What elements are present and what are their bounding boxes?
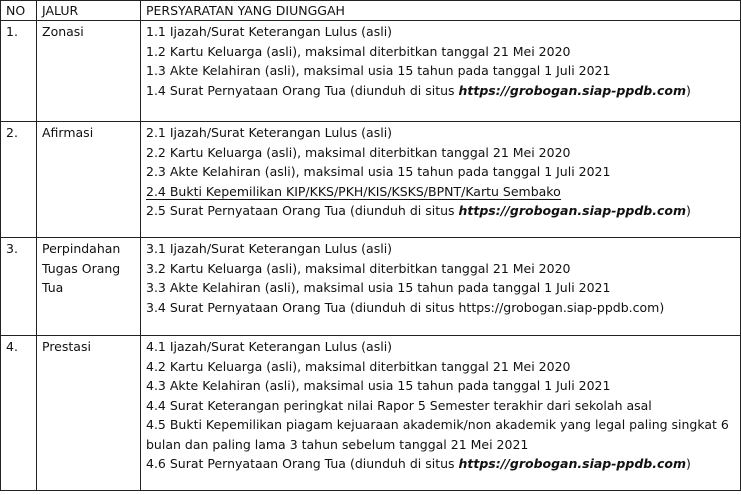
requirement-text: 4.6 Surat Pernyataan Orang Tua (diunduh di situs xyxy=(146,456,459,471)
requirement-suffix: ) xyxy=(686,203,691,218)
jalur-name: Perpindahan Tugas Orang Tua xyxy=(37,238,141,336)
requirement-item: 4.5 Bukti Kepemilikan piagam kejuaraan akademik/non akademik yang legal paling singkat 6 bulan dan paling lama 3 tahun sebelum tanggal 21 Mei 2021 xyxy=(146,417,729,452)
requirements-cell xyxy=(141,122,741,238)
site-url[interactable]: https://grobogan.siap-ppdb.com xyxy=(458,82,686,98)
requirement-item: 2.2 Kartu Keluarga (asli), maksimal diterbitkan tanggal 21 Mei 2020 xyxy=(146,144,571,160)
row-number: 2. xyxy=(1,122,37,238)
requirement-item: 1.2 Kartu Keluarga (asli), maksimal diterbitkan tanggal 21 Mei 2020 xyxy=(146,43,571,59)
table-row xyxy=(1,122,741,238)
jalur-name: Afirmasi xyxy=(37,122,141,238)
site-url[interactable]: https://grobogan.siap-ppdb.com xyxy=(458,456,686,471)
requirements-cell xyxy=(141,238,741,336)
row-number: 4. xyxy=(1,336,37,491)
requirement-item: 2.1 Ijazah/Surat Keterangan Lulus (asli) xyxy=(146,125,393,140)
header-no: NO xyxy=(1,1,37,21)
jalur-name: Prestasi xyxy=(37,336,141,491)
requirement-suffix: ) xyxy=(686,456,691,471)
requirement-item: 1.3 Akte Kelahiran (asli), maksimal usia 15 tahun pada tanggal 1 Juli 2021 xyxy=(146,63,611,78)
table-header-row xyxy=(1,1,741,21)
table-row xyxy=(1,238,741,336)
row-number: 1. xyxy=(1,21,37,122)
requirement-item xyxy=(146,201,736,221)
header-jalur: JALUR xyxy=(37,1,141,21)
requirement-suffix: ) xyxy=(686,82,691,98)
requirement-item: 3.3 Akte Kelahiran (asli), maksimal usia 15 tahun pada tanggal 1 Juli 2021 xyxy=(146,280,611,295)
requirement-item: 4.4 Surat Keterangan peringkat nilai Rapor 5 Semester terakhir dari sekolah asal xyxy=(146,397,652,413)
requirement-item xyxy=(146,454,736,474)
requirement-item: 4.3 Akte Kelahiran (asli), maksimal usia 15 tahun pada tanggal 1 Juli 2021 xyxy=(146,378,611,393)
requirement-item xyxy=(146,182,736,202)
site-url[interactable]: https://grobogan.siap-ppdb.com xyxy=(458,203,686,218)
requirement-text: 1.4 Surat Pernyataan Orang Tua (diunduh di situs xyxy=(146,82,459,98)
requirement-item: 3.2 Kartu Keluarga (asli), maksimal diterbitkan tanggal 21 Mei 2020 xyxy=(146,260,571,276)
requirement-item: 1.1 Ijazah/Surat Keterangan Lulus (asli) xyxy=(146,24,393,39)
requirement-text: 2.5 Surat Pernyataan Orang Tua (diunduh di situs xyxy=(146,203,459,218)
requirement-text: 2.4 Bukti Kepemilikan KIP/KKS/PKH/KIS/KSKS/BPNT/Kartu Sembako xyxy=(146,183,561,199)
requirement-item: 2.3 Akte Kelahiran (asli), maksimal usia 15 tahun pada tanggal 1 Juli 2021 xyxy=(146,164,611,179)
jalur-name: Zonasi xyxy=(37,21,141,122)
requirements-cell xyxy=(141,336,741,491)
requirement-item: 3.4 Surat Pernyataan Orang Tua (diunduh di situs https://grobogan.siap-ppdb.com) xyxy=(146,299,665,315)
table-row xyxy=(1,336,741,491)
requirement-item: 4.2 Kartu Keluarga (asli), maksimal diterbitkan tanggal 21 Mei 2020 xyxy=(146,358,571,374)
requirements-cell xyxy=(141,21,741,122)
requirement-item: 4.1 Ijazah/Surat Keterangan Lulus (asli) xyxy=(146,339,393,354)
requirement-item: 3.1 Ijazah/Surat Keterangan Lulus (asli) xyxy=(146,241,393,256)
requirement-item xyxy=(146,81,736,101)
row-number: 3. xyxy=(1,238,37,336)
table-row xyxy=(1,21,741,122)
header-persyaratan: PERSYARATAN YANG DIUNGGAH xyxy=(141,1,741,21)
